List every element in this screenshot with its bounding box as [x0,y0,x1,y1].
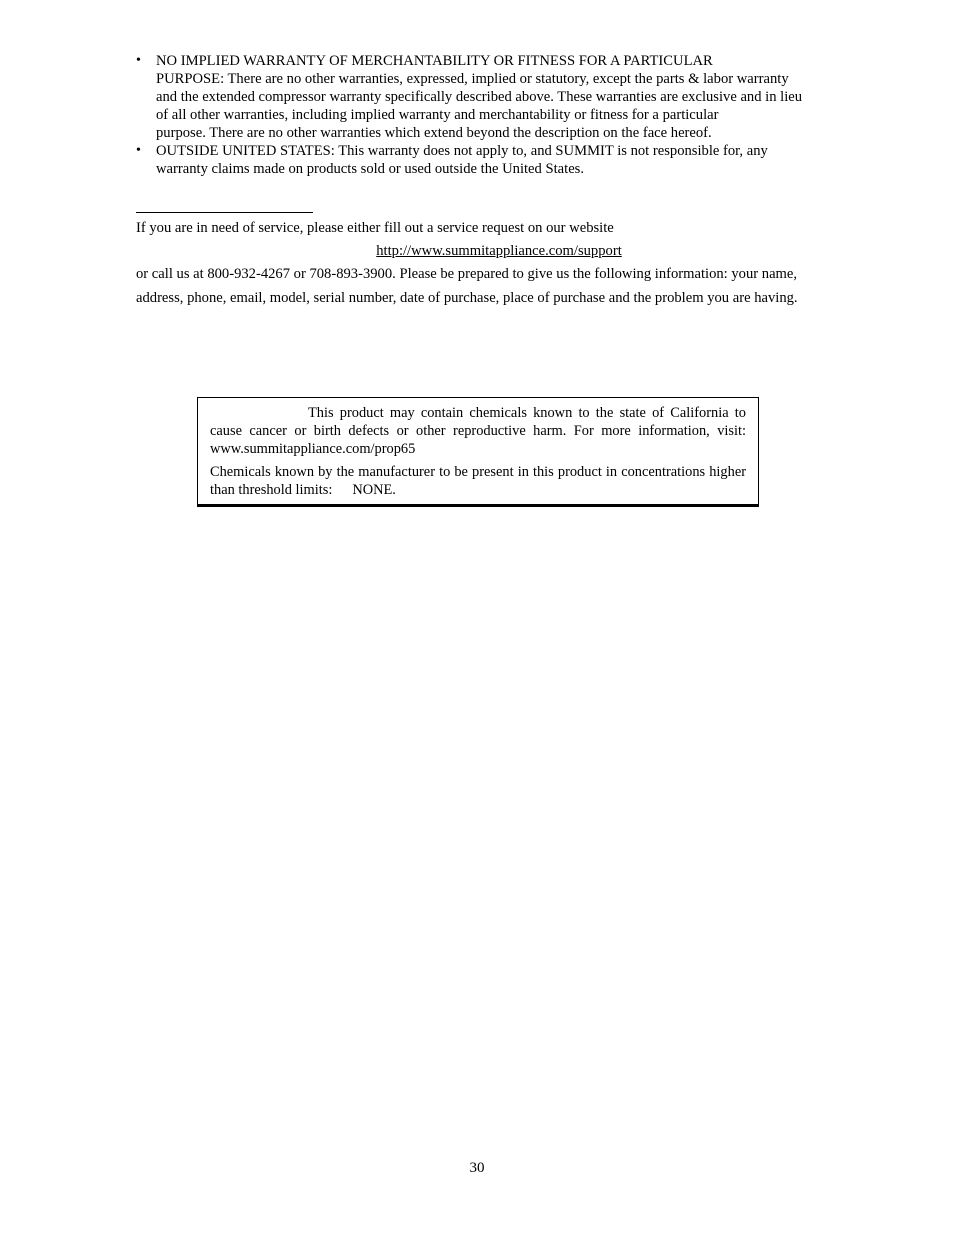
service-intro: If you are in need of service, please either fill out a service request on our website [136,220,614,236]
bullet-outside-united-states [136,142,862,178]
bullet-line: NO IMPLIED WARRANTY OF MERCHANTABILITY OR FITNESS FOR A PARTICULAR [156,53,713,69]
bullet-line: and the extended compressor warranty specifically described above. These warranties are exclusive and in lieu [156,89,803,105]
bullet-dot-icon: • [136,143,141,158]
service-contact-line: or call us at 800-932-4267 or 708-893-3900. Please be prepared to give us the following information: your name, [136,266,798,282]
bullet-line: OUTSIDE UNITED STATES: This warranty does not apply to, and SUMMIT is not responsible for, any [156,143,768,159]
bullet-no-implied-warranty [136,52,862,142]
prop65-chemicals-label: Chemicals known by the manufacturer to be present in this product in concentrations higher than threshold limits: [210,464,746,498]
bullet-line: PURPOSE: There are no other warranties, expressed, implied or statutory, except the parts & labor warranty [156,71,789,87]
prop65-chemicals-value: NONE. [352,482,396,498]
prop65-warning-text: This product may contain chemicals known to the state of California to cause cancer or birth defects or other reproductive harm. For more information, visit: www.summitappliance.com/prop65 [210,405,746,457]
support-link-line [136,242,862,260]
support-link[interactable]: http://www.summitappliance.com/support [376,243,622,259]
bullet-dot-icon: • [136,53,141,68]
prop65-notice-box [197,397,759,507]
page-number: 30 [469,1160,485,1176]
prop65-chemicals-text [210,463,746,499]
bullet-line: warranty claims made on products sold or used outside the United States. [156,161,584,177]
section-divider [136,212,313,213]
bullet-line: of all other warranties, including implied warranty and merchantability or fitness for a particular [156,107,719,123]
warranty-bullet-list [136,52,862,178]
service-info-line: address, phone, email, model, serial number, date of purchase, place of purchase and the problem you are having. [136,290,798,306]
bullet-line: purpose. There are no other warranties which extend beyond the description on the face hereof. [156,125,712,141]
